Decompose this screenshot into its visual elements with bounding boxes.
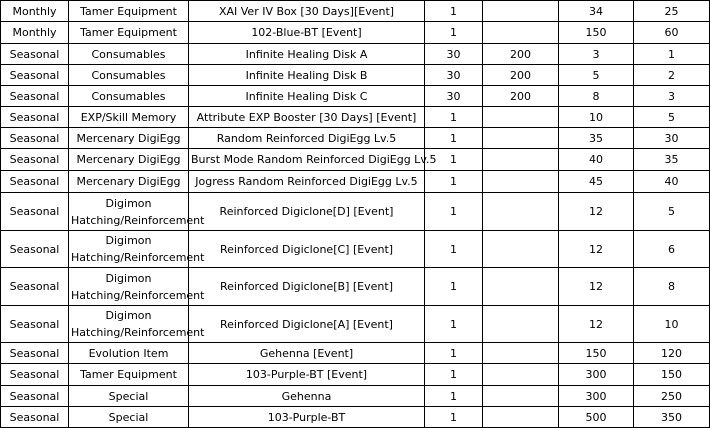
price-b-cell: 250 [634, 386, 710, 407]
period-cell: Seasonal [1, 149, 69, 171]
item-cell: Reinforced Digiclone[C] [Event] [189, 231, 425, 268]
price-a-cell: 300 [559, 386, 634, 407]
table-row [1, 407, 710, 428]
price-a-cell: 10 [559, 107, 634, 128]
period-cell: Monthly [1, 1, 69, 22]
item-cell: Reinforced Digiclone[A] [Event] [189, 306, 425, 343]
price-a-cell: 150 [559, 22, 634, 44]
price-b-cell: 40 [634, 171, 710, 193]
item-cell: Gehenna [189, 386, 425, 407]
price-b-cell: 10 [634, 306, 710, 343]
quantity-cell: 1 [425, 268, 483, 306]
period-cell: Seasonal [1, 386, 69, 407]
price-b-cell: 6 [634, 231, 710, 268]
category-cell: Special [69, 407, 189, 428]
quantity-cell: 1 [425, 107, 483, 128]
category-cell: Evolution Item [69, 343, 189, 364]
quantity-cell: 1 [425, 128, 483, 149]
category-cell: Digimon Hatching/Reinforcement [69, 306, 189, 343]
period-cell: Seasonal [1, 306, 69, 343]
category-cell: Digimon Hatching/Reinforcement [69, 231, 189, 268]
category-cell: Consumables [69, 86, 189, 107]
quantity-cell: 30 [425, 86, 483, 107]
category-cell: Mercenary DigiEgg [69, 149, 189, 171]
period-cell: Seasonal [1, 343, 69, 364]
limit-cell [483, 343, 559, 364]
period-cell: Seasonal [1, 364, 69, 386]
price-a-cell: 45 [559, 171, 634, 193]
table-row [1, 193, 710, 231]
price-b-cell: 5 [634, 193, 710, 231]
item-cell: Burst Mode Random Reinforced DigiEgg Lv.5 [189, 149, 425, 171]
table-row [1, 86, 710, 107]
limit-cell [483, 149, 559, 171]
item-cell: XAI Ver IV Box [30 Days][Event] [189, 1, 425, 22]
price-a-cell: 500 [559, 407, 634, 428]
period-cell: Seasonal [1, 128, 69, 149]
limit-cell [483, 22, 559, 44]
table-row [1, 1, 710, 22]
quantity-cell: 1 [425, 22, 483, 44]
price-b-cell: 5 [634, 107, 710, 128]
quantity-cell: 1 [425, 343, 483, 364]
price-b-cell: 35 [634, 149, 710, 171]
price-a-cell: 12 [559, 231, 634, 268]
price-a-cell: 12 [559, 193, 634, 231]
category-cell: EXP/Skill Memory [69, 107, 189, 128]
item-cell: Random Reinforced DigiEgg Lv.5 [189, 128, 425, 149]
quantity-cell: 1 [425, 231, 483, 268]
price-a-cell: 34 [559, 1, 634, 22]
quantity-cell: 1 [425, 364, 483, 386]
price-a-cell: 40 [559, 149, 634, 171]
price-b-cell: 3 [634, 86, 710, 107]
period-cell: Monthly [1, 22, 69, 44]
table-row [1, 386, 710, 407]
period-cell: Seasonal [1, 193, 69, 231]
limit-cell [483, 407, 559, 428]
table-row [1, 343, 710, 364]
category-cell: Tamer Equipment [69, 1, 189, 22]
quantity-cell: 1 [425, 1, 483, 22]
period-cell: Seasonal [1, 231, 69, 268]
item-cell: Infinite Healing Disk B [189, 65, 425, 86]
limit-cell: 200 [483, 65, 559, 86]
table-row [1, 128, 710, 149]
table-row [1, 107, 710, 128]
category-cell: Mercenary DigiEgg [69, 171, 189, 193]
limit-cell [483, 193, 559, 231]
price-a-cell: 3 [559, 44, 634, 65]
item-cell: Reinforced Digiclone[B] [Event] [189, 268, 425, 306]
category-cell: Consumables [69, 44, 189, 65]
category-cell: Mercenary DigiEgg [69, 128, 189, 149]
table-row [1, 231, 710, 268]
category-cell: Tamer Equipment [69, 364, 189, 386]
category-cell: Tamer Equipment [69, 22, 189, 44]
price-b-cell: 8 [634, 268, 710, 306]
item-cell: 102-Blue-BT [Event] [189, 22, 425, 44]
item-cell: 103-Purple-BT [189, 407, 425, 428]
item-cell: Attribute EXP Booster [30 Days] [Event] [189, 107, 425, 128]
price-b-cell: 120 [634, 343, 710, 364]
price-b-cell: 150 [634, 364, 710, 386]
quantity-cell: 1 [425, 193, 483, 231]
category-cell: Digimon Hatching/Reinforcement [69, 268, 189, 306]
price-a-cell: 12 [559, 306, 634, 343]
table-row [1, 306, 710, 343]
limit-cell [483, 171, 559, 193]
price-b-cell: 1 [634, 44, 710, 65]
table-row [1, 149, 710, 171]
quantity-cell: 1 [425, 386, 483, 407]
table-row [1, 171, 710, 193]
period-cell: Seasonal [1, 44, 69, 65]
table-row [1, 65, 710, 86]
limit-cell: 200 [483, 44, 559, 65]
item-cell: Reinforced Digiclone[D] [Event] [189, 193, 425, 231]
price-b-cell: 2 [634, 65, 710, 86]
price-a-cell: 5 [559, 65, 634, 86]
category-cell: Digimon Hatching/Reinforcement [69, 193, 189, 231]
quantity-cell: 1 [425, 149, 483, 171]
price-b-cell: 30 [634, 128, 710, 149]
price-a-cell: 35 [559, 128, 634, 149]
table-row [1, 364, 710, 386]
period-cell: Seasonal [1, 86, 69, 107]
limit-cell [483, 107, 559, 128]
period-cell: Seasonal [1, 107, 69, 128]
item-cell: Gehenna [Event] [189, 343, 425, 364]
price-b-cell: 25 [634, 1, 710, 22]
table-row [1, 22, 710, 44]
period-cell: Seasonal [1, 65, 69, 86]
quantity-cell: 30 [425, 44, 483, 65]
price-a-cell: 150 [559, 343, 634, 364]
limit-cell: 200 [483, 86, 559, 107]
table-row [1, 268, 710, 306]
price-b-cell: 60 [634, 22, 710, 44]
limit-cell [483, 128, 559, 149]
limit-cell [483, 1, 559, 22]
quantity-cell: 1 [425, 171, 483, 193]
limit-cell [483, 364, 559, 386]
limit-cell [483, 306, 559, 343]
quantity-cell: 1 [425, 306, 483, 343]
category-cell: Special [69, 386, 189, 407]
price-a-cell: 300 [559, 364, 634, 386]
period-cell: Seasonal [1, 268, 69, 306]
item-cell: Infinite Healing Disk A [189, 44, 425, 65]
price-a-cell: 12 [559, 268, 634, 306]
limit-cell [483, 268, 559, 306]
category-cell: Consumables [69, 65, 189, 86]
table-row [1, 44, 710, 65]
limit-cell [483, 386, 559, 407]
item-cell: Jogress Random Reinforced DigiEgg Lv.5 [189, 171, 425, 193]
price-a-cell: 8 [559, 86, 634, 107]
limit-cell [483, 231, 559, 268]
item-cell: Infinite Healing Disk C [189, 86, 425, 107]
item-cell: 103-Purple-BT [Event] [189, 364, 425, 386]
period-cell: Seasonal [1, 171, 69, 193]
price-b-cell: 350 [634, 407, 710, 428]
quantity-cell: 1 [425, 407, 483, 428]
quantity-cell: 30 [425, 65, 483, 86]
period-cell: Seasonal [1, 407, 69, 428]
